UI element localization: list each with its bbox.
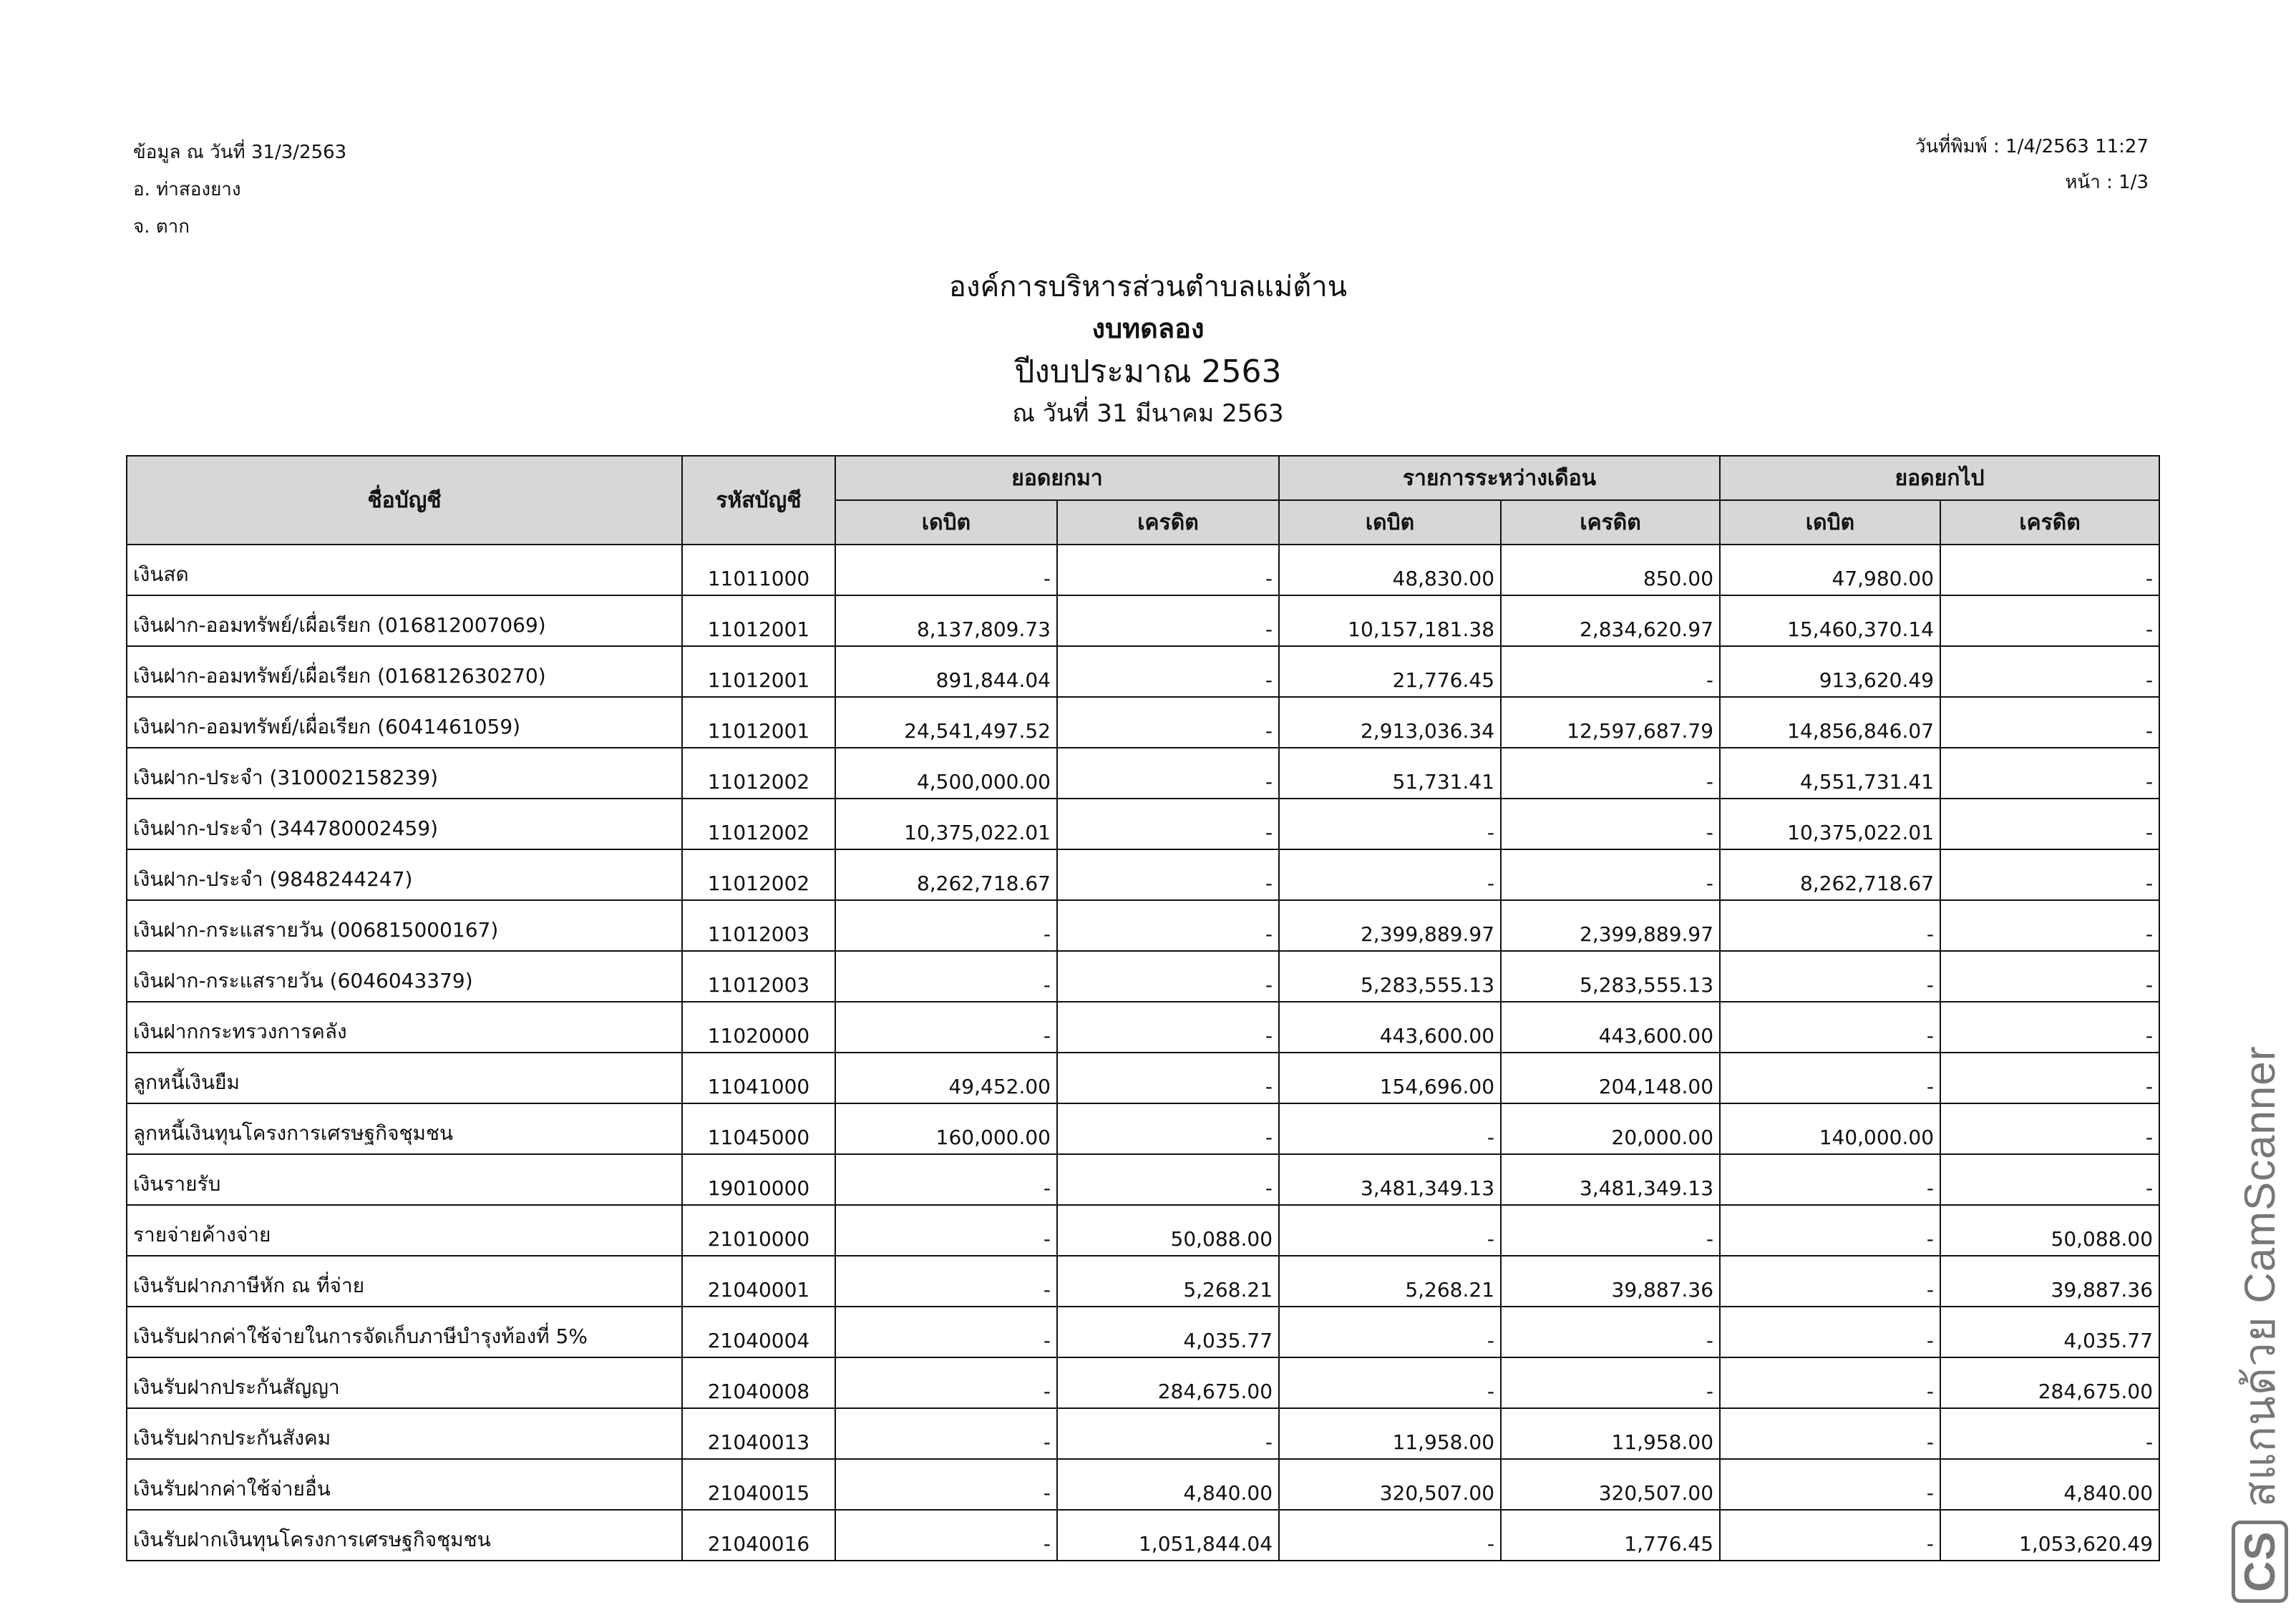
closing-credit-cell: -: [1940, 1053, 2159, 1103]
closing-debit-cell: -: [1720, 1053, 1940, 1103]
movement-debit-cell: 5,268.21: [1279, 1256, 1501, 1307]
movement-credit-cell: -: [1501, 849, 1720, 900]
opening-debit-cell: -: [835, 1154, 1057, 1205]
closing-debit-cell: -: [1720, 1205, 1940, 1256]
closing-credit-cell: -: [1940, 900, 2159, 951]
movement-debit-cell: 443,600.00: [1279, 1002, 1501, 1053]
movement-credit-cell: -: [1501, 646, 1720, 697]
opening-debit-cell: -: [835, 1002, 1057, 1053]
movement-debit-cell: 2,399,889.97: [1279, 900, 1501, 951]
closing-debit-cell: -: [1720, 900, 1940, 951]
account-name-cell: เงินรับฝากเงินทุนโครงการเศรษฐกิจชุมชน: [127, 1510, 682, 1561]
account-code-cell: 11012001: [682, 646, 835, 697]
opening-credit-cell: 4,035.77: [1057, 1307, 1279, 1357]
table-row: [127, 545, 2159, 595]
table-row: [127, 748, 2159, 799]
opening-credit-cell: -: [1057, 1408, 1279, 1459]
table-row: [127, 1256, 2159, 1307]
movement-credit-cell: 11,958.00: [1501, 1408, 1720, 1459]
account-code-cell: 21040013: [682, 1408, 835, 1459]
movement-credit-cell: -: [1501, 1307, 1720, 1357]
account-name-cell: เงินฝาก-ประจำ (344780002459): [127, 799, 682, 849]
table-row: [127, 697, 2159, 748]
table-body: [127, 545, 2159, 1561]
movement-credit-cell: 2,399,889.97: [1501, 900, 1720, 951]
closing-debit-cell: -: [1720, 1002, 1940, 1053]
opening-debit-cell: -: [835, 1459, 1057, 1510]
data-date: ข้อมูล ณ วันที่ 31/3/2563: [133, 142, 347, 163]
opening-debit-cell: 160,000.00: [835, 1103, 1057, 1154]
account-name-cell: เงินฝาก-กระแสรายวัน (006815000167): [127, 900, 682, 951]
report-meta-left: [133, 143, 346, 255]
header-account-code: รหัสบัญชี: [682, 456, 835, 545]
account-code-cell: 21040016: [682, 1510, 835, 1561]
account-name-cell: เงินฝาก-ออมทรัพย์/เผื่อเรียก (6041461059): [127, 697, 682, 748]
account-name-cell: รายจ่ายค้างจ่าย: [127, 1205, 682, 1256]
closing-credit-cell: -: [1940, 697, 2159, 748]
closing-credit-cell: 4,035.77: [1940, 1307, 2159, 1357]
movement-credit-cell: 443,600.00: [1501, 1002, 1720, 1053]
account-name-cell: เงินสด: [127, 545, 682, 595]
closing-debit-cell: -: [1720, 1357, 1940, 1408]
movement-credit-cell: 39,887.36: [1501, 1256, 1720, 1307]
table-row: [127, 1154, 2159, 1205]
report-title: งบทดลอง: [1091, 313, 1205, 344]
movement-credit-cell: 850.00: [1501, 545, 1720, 595]
header-account-name: ชื่อบัญชี: [127, 456, 682, 545]
account-code-cell: 11045000: [682, 1103, 835, 1154]
movement-debit-cell: -: [1279, 1205, 1501, 1256]
account-code-cell: 11041000: [682, 1053, 835, 1103]
account-name-cell: เงินฝาก-ประจำ (9848244247): [127, 849, 682, 900]
table-row: [127, 1307, 2159, 1357]
closing-credit-cell: 50,088.00: [1940, 1205, 2159, 1256]
account-name-cell: เงินรับฝากประกันสังคม: [127, 1408, 682, 1459]
closing-credit-cell: -: [1940, 595, 2159, 646]
movement-debit-cell: -: [1279, 1307, 1501, 1357]
closing-credit-cell: -: [1940, 951, 2159, 1002]
print-date: วันที่พิมพ์ : 1/4/2563 11:27: [1915, 136, 2149, 157]
closing-credit-cell: -: [1940, 1103, 2159, 1154]
account-name-cell: เงินฝาก-ประจำ (310002158239): [127, 748, 682, 799]
opening-credit-cell: -: [1057, 748, 1279, 799]
movement-debit-cell: 10,157,181.38: [1279, 595, 1501, 646]
opening-credit-cell: -: [1057, 646, 1279, 697]
movement-credit-cell: 20,000.00: [1501, 1103, 1720, 1154]
opening-debit-cell: -: [835, 1510, 1057, 1561]
closing-credit-cell: -: [1940, 646, 2159, 697]
closing-credit-cell: -: [1940, 1002, 2159, 1053]
page-number: หน้า : 1/3: [2065, 172, 2149, 193]
closing-credit-cell: -: [1940, 1408, 2159, 1459]
header-closing-balance: ยอดยกไป: [1720, 456, 2159, 500]
opening-debit-cell: -: [835, 545, 1057, 595]
account-code-cell: 21040001: [682, 1256, 835, 1307]
closing-credit-cell: 39,887.36: [1940, 1256, 2159, 1307]
account-code-cell: 21040004: [682, 1307, 835, 1357]
closing-debit-cell: 14,856,846.07: [1720, 697, 1940, 748]
header-movement-debit: เดบิต: [1279, 500, 1501, 545]
header-movement: รายการระหว่างเดือน: [1279, 456, 1720, 500]
account-code-cell: 11012001: [682, 697, 835, 748]
opening-credit-cell: -: [1057, 1103, 1279, 1154]
closing-credit-cell: 4,840.00: [1940, 1459, 2159, 1510]
account-code-cell: 11012002: [682, 748, 835, 799]
as-of-date: ณ วันที่ 31 มีนาคม 2563: [1012, 399, 1284, 428]
opening-debit-cell: 8,262,718.67: [835, 849, 1057, 900]
opening-debit-cell: -: [835, 1205, 1057, 1256]
header-movement-credit: เครดิต: [1501, 500, 1720, 545]
movement-debit-cell: 320,507.00: [1279, 1459, 1501, 1510]
opening-credit-cell: -: [1057, 1002, 1279, 1053]
movement-credit-cell: -: [1501, 799, 1720, 849]
closing-credit-cell: -: [1940, 748, 2159, 799]
trial-balance-table: [126, 455, 2160, 1561]
organization-title: องค์การบริหารส่วนตำบลแม่ต้าน: [948, 270, 1348, 303]
closing-debit-cell: -: [1720, 951, 1940, 1002]
account-code-cell: 11012001: [682, 595, 835, 646]
opening-credit-cell: -: [1057, 1154, 1279, 1205]
closing-debit-cell: 140,000.00: [1720, 1103, 1940, 1154]
opening-debit-cell: -: [835, 1408, 1057, 1459]
report-titles: [0, 263, 2296, 431]
table-row: [127, 1459, 2159, 1510]
movement-debit-cell: 21,776.45: [1279, 646, 1501, 697]
opening-debit-cell: -: [835, 900, 1057, 951]
opening-debit-cell: 891,844.04: [835, 646, 1057, 697]
movement-credit-cell: 12,597,687.79: [1501, 697, 1720, 748]
opening-debit-cell: 4,500,000.00: [835, 748, 1057, 799]
movement-debit-cell: 11,958.00: [1279, 1408, 1501, 1459]
opening-credit-cell: 5,268.21: [1057, 1256, 1279, 1307]
account-code-cell: 11012002: [682, 799, 835, 849]
header-opening-credit: เครดิต: [1057, 500, 1279, 545]
table-row: [127, 849, 2159, 900]
movement-debit-cell: 51,731.41: [1279, 748, 1501, 799]
table-row: [127, 799, 2159, 849]
header-opening-balance: ยอดยกมา: [835, 456, 1279, 500]
account-name-cell: เงินฝาก-กระแสรายวัน (6046043379): [127, 951, 682, 1002]
opening-credit-cell: -: [1057, 951, 1279, 1002]
account-name-cell: เงินฝาก-ออมทรัพย์/เผื่อเรียก (016812007069): [127, 595, 682, 646]
closing-debit-cell: 47,980.00: [1720, 545, 1940, 595]
opening-credit-cell: -: [1057, 595, 1279, 646]
table-row: [127, 1002, 2159, 1053]
opening-credit-cell: 50,088.00: [1057, 1205, 1279, 1256]
opening-credit-cell: -: [1057, 900, 1279, 951]
account-code-cell: 11020000: [682, 1002, 835, 1053]
opening-debit-cell: 24,541,497.52: [835, 697, 1057, 748]
district: อ. ท่าสองยาง: [133, 179, 241, 200]
movement-credit-cell: -: [1501, 1205, 1720, 1256]
movement-credit-cell: 1,776.45: [1501, 1510, 1720, 1561]
account-name-cell: เงินรับฝากค่าใช้จ่ายในการจัดเก็บภาษีบำรุงท้องที่ 5%: [127, 1307, 682, 1357]
opening-debit-cell: -: [835, 951, 1057, 1002]
account-name-cell: เงินรับฝากภาษีหัก ณ ที่จ่าย: [127, 1256, 682, 1307]
movement-debit-cell: 154,696.00: [1279, 1053, 1501, 1103]
closing-credit-cell: -: [1940, 799, 2159, 849]
account-code-cell: 21040015: [682, 1459, 835, 1510]
account-code-cell: 21010000: [682, 1205, 835, 1256]
opening-debit-cell: -: [835, 1256, 1057, 1307]
opening-credit-cell: -: [1057, 697, 1279, 748]
movement-debit-cell: 5,283,555.13: [1279, 951, 1501, 1002]
header-opening-debit: เดบิต: [835, 500, 1057, 545]
table-row: [127, 900, 2159, 951]
closing-debit-cell: 10,375,022.01: [1720, 799, 1940, 849]
account-name-cell: ลูกหนี้เงินทุนโครงการเศรษฐกิจชุมชน: [127, 1103, 682, 1154]
opening-credit-cell: 284,675.00: [1057, 1357, 1279, 1408]
opening-debit-cell: -: [835, 1307, 1057, 1357]
table-row: [127, 1408, 2159, 1459]
table-row: [127, 951, 2159, 1002]
account-code-cell: 11012003: [682, 900, 835, 951]
movement-credit-cell: -: [1501, 1357, 1720, 1408]
opening-credit-cell: -: [1057, 545, 1279, 595]
table-row: [127, 1510, 2159, 1561]
account-code-cell: 21040008: [682, 1357, 835, 1408]
closing-debit-cell: 15,460,370.14: [1720, 595, 1940, 646]
province: จ. ตาก: [133, 216, 190, 238]
movement-debit-cell: -: [1279, 1357, 1501, 1408]
closing-debit-cell: 8,262,718.67: [1720, 849, 1940, 900]
movement-credit-cell: 204,148.00: [1501, 1053, 1720, 1103]
movement-debit-cell: -: [1279, 799, 1501, 849]
table-row: [127, 595, 2159, 646]
closing-credit-cell: 1,053,620.49: [1940, 1510, 2159, 1561]
movement-debit-cell: -: [1279, 1510, 1501, 1561]
account-code-cell: 11012002: [682, 849, 835, 900]
account-name-cell: เงินรับฝากค่าใช้จ่ายอื่น: [127, 1459, 682, 1510]
account-code-cell: 11012003: [682, 951, 835, 1002]
movement-debit-cell: 48,830.00: [1279, 545, 1501, 595]
movement-debit-cell: 2,913,036.34: [1279, 697, 1501, 748]
closing-debit-cell: 913,620.49: [1720, 646, 1940, 697]
closing-debit-cell: -: [1720, 1307, 1940, 1357]
opening-debit-cell: 10,375,022.01: [835, 799, 1057, 849]
closing-credit-cell: -: [1940, 545, 2159, 595]
movement-credit-cell: 3,481,349.13: [1501, 1154, 1720, 1205]
opening-credit-cell: -: [1057, 849, 1279, 900]
opening-credit-cell: -: [1057, 1053, 1279, 1103]
account-code-cell: 19010000: [682, 1154, 835, 1205]
movement-debit-cell: -: [1279, 1103, 1501, 1154]
closing-credit-cell: -: [1940, 1154, 2159, 1205]
closing-debit-cell: 4,551,731.41: [1720, 748, 1940, 799]
table-row: [127, 1357, 2159, 1408]
watermark-text: สแกนด้วย CamScanner: [2236, 1045, 2284, 1508]
movement-credit-cell: 2,834,620.97: [1501, 595, 1720, 646]
closing-debit-cell: -: [1720, 1408, 1940, 1459]
camscanner-watermark: [2226, 1045, 2294, 1603]
movement-credit-cell: -: [1501, 748, 1720, 799]
opening-credit-cell: 1,051,844.04: [1057, 1510, 1279, 1561]
closing-credit-cell: 284,675.00: [1940, 1357, 2159, 1408]
opening-debit-cell: 49,452.00: [835, 1053, 1057, 1103]
account-code-cell: 11011000: [682, 545, 835, 595]
fiscal-year: ปีงบประมาณ 2563: [1014, 353, 1282, 390]
report-meta-right: [1915, 137, 2149, 209]
movement-debit-cell: -: [1279, 849, 1501, 900]
opening-debit-cell: 8,137,809.73: [835, 595, 1057, 646]
closing-debit-cell: -: [1720, 1510, 1940, 1561]
movement-credit-cell: 5,283,555.13: [1501, 951, 1720, 1002]
table-row: [127, 646, 2159, 697]
closing-debit-cell: -: [1720, 1459, 1940, 1510]
account-name-cell: เงินฝากกระทรวงการคลัง: [127, 1002, 682, 1053]
opening-credit-cell: 4,840.00: [1057, 1459, 1279, 1510]
account-name-cell: เงินรายรับ: [127, 1154, 682, 1205]
account-name-cell: ลูกหนี้เงินยืม: [127, 1053, 682, 1103]
opening-debit-cell: -: [835, 1357, 1057, 1408]
closing-debit-cell: -: [1720, 1154, 1940, 1205]
header-closing-debit: เดบิต: [1720, 500, 1940, 545]
header-closing-credit: เครดิต: [1940, 500, 2159, 545]
closing-debit-cell: -: [1720, 1256, 1940, 1307]
table-row: [127, 1053, 2159, 1103]
account-name-cell: เงินฝาก-ออมทรัพย์/เผื่อเรียก (016812630270): [127, 646, 682, 697]
movement-debit-cell: 3,481,349.13: [1279, 1154, 1501, 1205]
account-name-cell: เงินรับฝากประกันสัญญา: [127, 1357, 682, 1408]
camscanner-logo-icon: CS: [2232, 1521, 2288, 1603]
opening-credit-cell: -: [1057, 799, 1279, 849]
closing-credit-cell: -: [1940, 849, 2159, 900]
table-row: [127, 1205, 2159, 1256]
movement-credit-cell: 320,507.00: [1501, 1459, 1720, 1510]
table-row: [127, 1103, 2159, 1154]
